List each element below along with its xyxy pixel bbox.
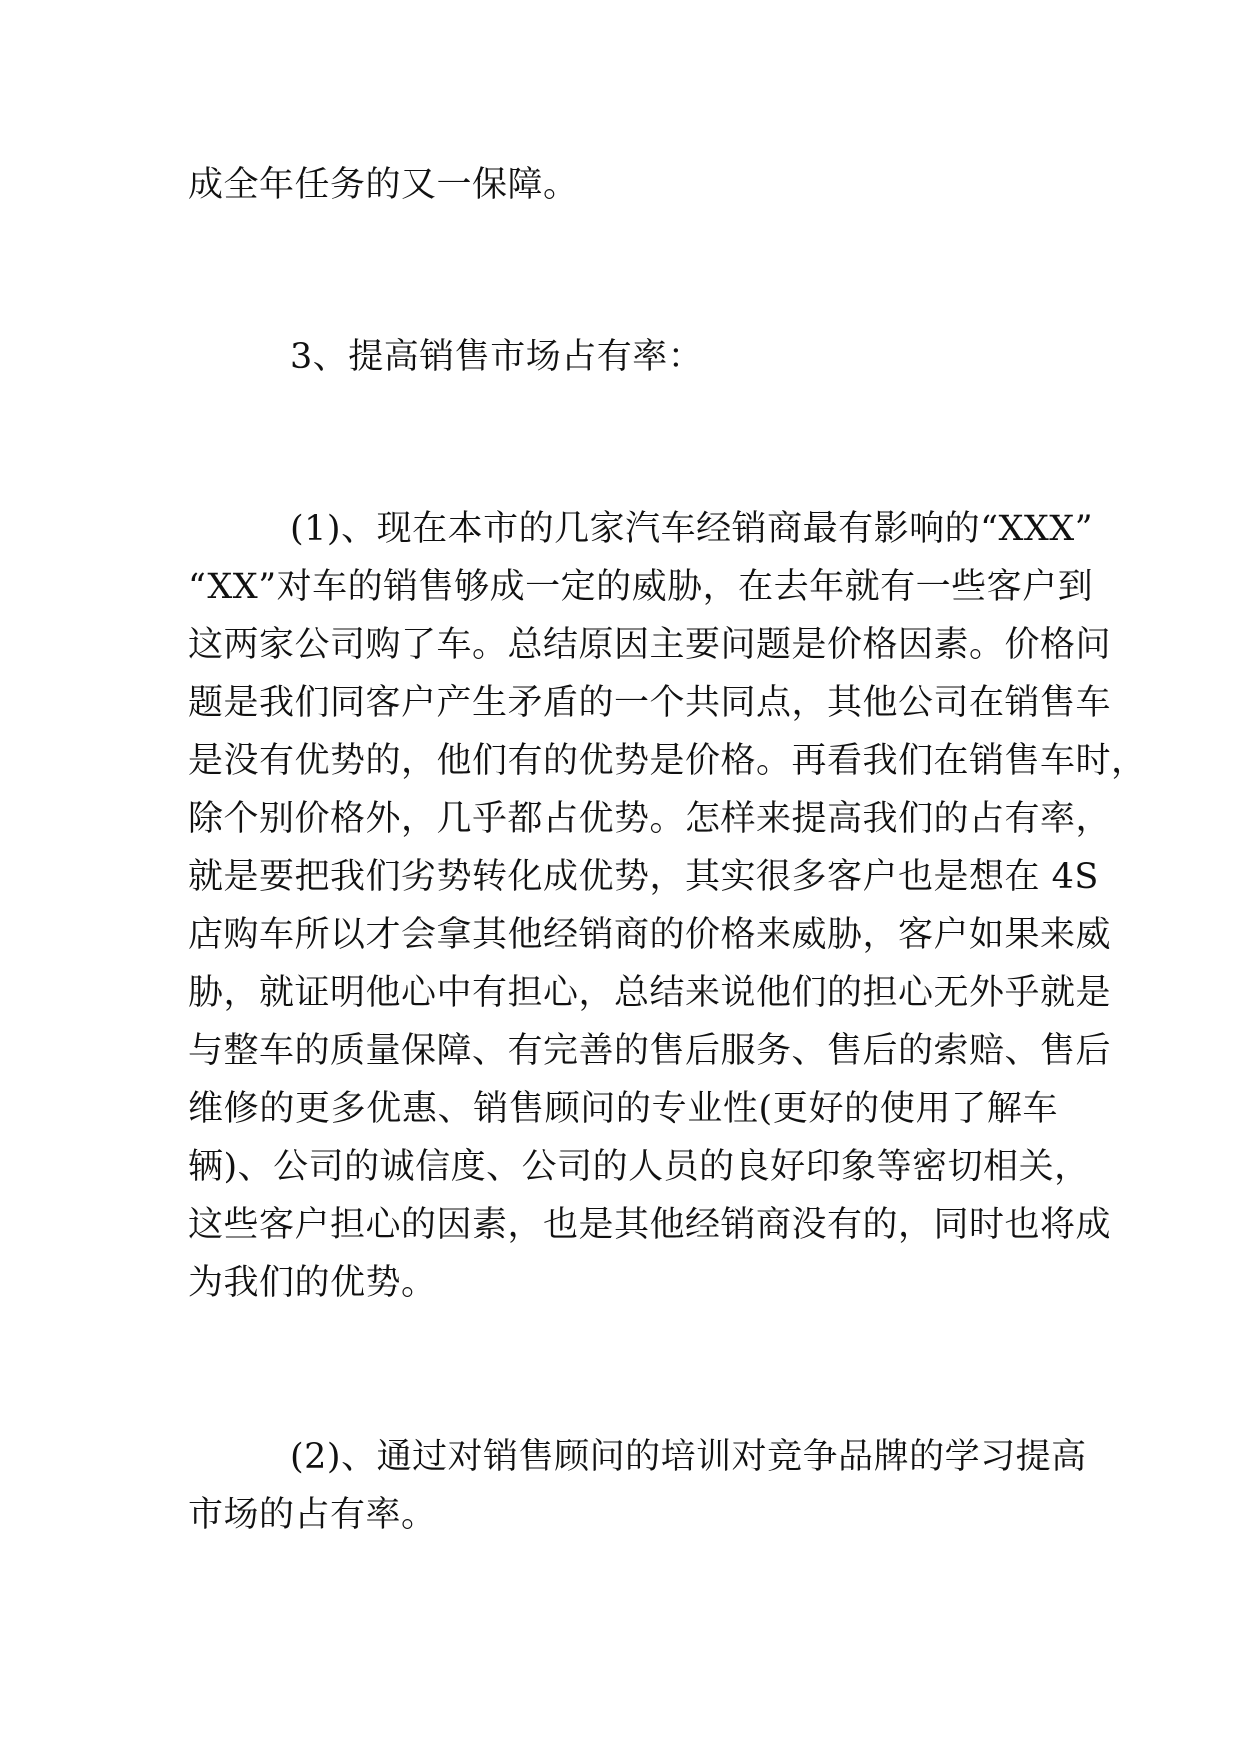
paragraph-1-line: 这些客户担心的因素，也是其他经销商没有的，同时也将成 — [188, 1205, 1112, 1245]
paragraph-1-line: 是没有优势的，他们有的优势是价格。再看我们在销售车时， — [188, 741, 1147, 781]
paragraph-1-line: 辆)、公司的诚信度、公司的人员的良好印象等密切相关， — [188, 1147, 1090, 1187]
paragraph-1-line: 题是我们同客户产生矛盾的一个共同点，其他公司在销售车 — [188, 683, 1112, 723]
paragraph-1-line: 这两家公司购了车。总结原因主要问题是价格因素。价格问 — [188, 625, 1112, 665]
section-heading: 3、提高销售市场占有率： — [290, 337, 704, 377]
paragraph-1-line: 店购车所以才会拿其他经销商的价格来威胁，客户如果来威 — [188, 915, 1112, 955]
paragraph-1-line: 就是要把我们劣势转化成优势，其实很多客户也是想在 4S — [188, 857, 1099, 897]
paragraph-1-line: 除个别价格外，几乎都占优势。怎样来提高我们的占有率， — [188, 799, 1112, 839]
continuation-line: 成全年任务的又一保障。 — [188, 165, 579, 205]
paragraph-1-line: “XX”对车的销售够成一定的威胁，在去年就有一些客户到 — [188, 567, 1094, 607]
paragraph-1-line: 与整车的质量保障、有完善的售后服务、售后的索赔、售后 — [188, 1031, 1112, 1071]
paragraph-2-line: 市场的占有率。 — [188, 1495, 437, 1535]
paragraph-1-line: 为我们的优势。 — [188, 1263, 437, 1303]
paragraph-2-line: (2)、通过对销售顾问的培训对竞争品牌的学习提高 — [290, 1437, 1087, 1477]
paragraph-1-line: (1)、现在本市的几家汽车经销商最有影响的“XXX” — [290, 509, 1094, 549]
paragraph-1-line: 胁，就证明他心中有担心，总结来说他们的担心无外乎就是 — [188, 973, 1112, 1013]
paragraph-1-line: 维修的更多优惠、销售顾问的专业性(更好的使用了解车 — [188, 1089, 1058, 1129]
